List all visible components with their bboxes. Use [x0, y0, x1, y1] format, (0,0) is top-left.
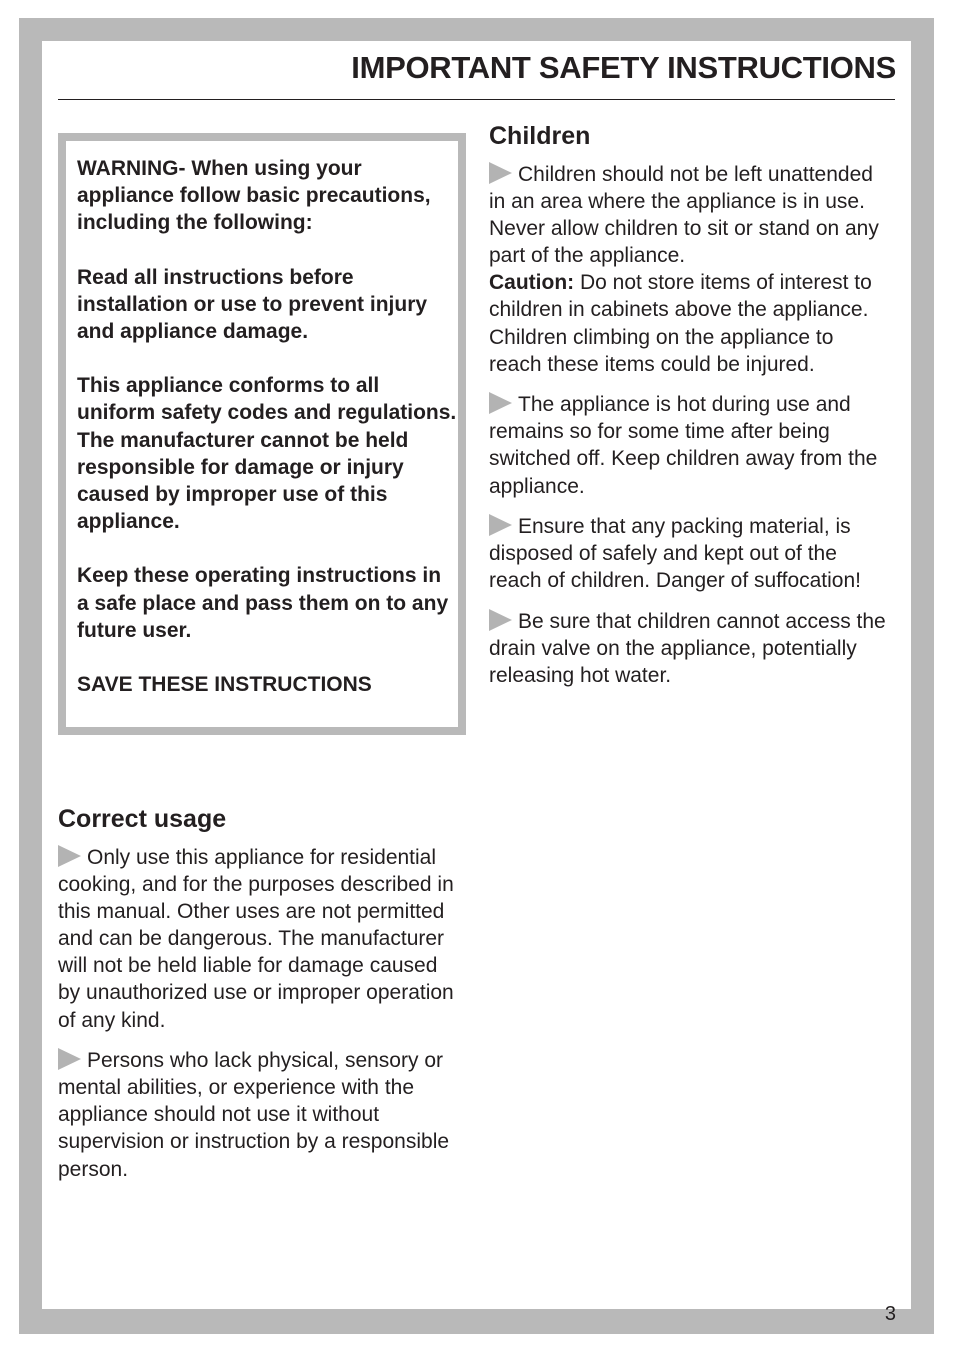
children-heading: Children	[489, 122, 591, 150]
triangle-bullet-icon	[58, 1048, 81, 1070]
children-item-text: Be sure that children cannot access the drain valve on the appliance, potentially releasing hot water.	[489, 609, 886, 688]
children-item	[489, 608, 889, 689]
correct-usage-section	[58, 801, 458, 1196]
page-title: IMPORTANT SAFETY INSTRUCTIONS	[351, 50, 896, 85]
warning-paragraph: Keep these operating instructions in a safe place and pass them on to any future user.	[77, 564, 449, 642]
children-item-text: Children should not be left unattended in an area where the appliance is in use. Never allow children to sit or stand on any part of the appliance.	[489, 163, 879, 268]
warning-box	[58, 133, 466, 735]
correct-usage-heading: Correct usage	[58, 805, 227, 833]
correct-usage-item	[58, 1047, 458, 1182]
warning-text	[77, 155, 457, 698]
save-instructions-label: SAVE THESE INSTRUCTIONS	[77, 673, 372, 697]
children-item	[489, 513, 889, 594]
triangle-bullet-icon	[489, 162, 512, 184]
title-divider	[58, 99, 895, 100]
caution-label: Caution:	[489, 271, 575, 295]
children-section	[489, 118, 889, 703]
triangle-bullet-icon	[489, 609, 512, 631]
warning-paragraph: This appliance conforms to all uniform safety codes and regulations. The manufacturer cannot be held responsible for damage or injury caused by improper use of this appliance.	[77, 374, 457, 534]
caution-text: Do not store items of interest to children in cabinets above the appliance. Children climbing on the appliance to reach these items could be injured.	[489, 271, 872, 376]
page-number: 3	[884, 1303, 896, 1325]
children-item	[489, 391, 889, 499]
correct-usage-item	[58, 844, 458, 1034]
children-item	[489, 161, 889, 269]
children-item-text: The appliance is hot during use and remains so for some time after being switched off. Keep children away from the appliance.	[489, 393, 878, 498]
correct-usage-item-text: Only use this appliance for residential cooking, and for the purposes described in this manual. Other uses are not permitted and can be dangerous. The manufacturer will not be held liable for damage caused by unauthorized use or improper operation of any kind.	[58, 846, 454, 1032]
children-item-text: Ensure that any packing material, is disposed of safely and kept out of the reach of children. Danger of suffocation!	[489, 515, 862, 593]
caution-note	[489, 269, 889, 377]
warning-paragraph: WARNING- When using your appliance follow basic precautions, including the following:	[77, 157, 431, 235]
correct-usage-item-text: Persons who lack physical, sensory or mental abilities, or experience with the appliance should not use it without supervision or instruction by a responsible person.	[58, 1049, 450, 1181]
warning-paragraph: Read all instructions before installation or use to prevent injury and appliance damage.	[77, 265, 428, 344]
triangle-bullet-icon	[58, 845, 81, 867]
triangle-bullet-icon	[489, 392, 512, 414]
triangle-bullet-icon	[489, 514, 512, 536]
